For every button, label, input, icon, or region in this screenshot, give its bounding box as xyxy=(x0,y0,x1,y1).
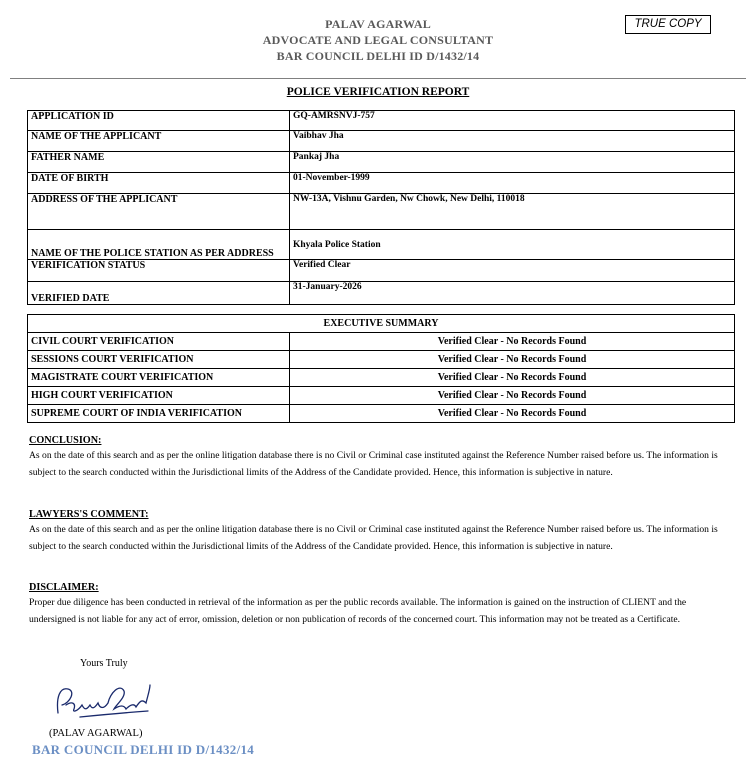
conclusion-heading: CONCLUSION: xyxy=(29,435,102,446)
court-label: SUPREME COURT OF INDIA VERIFICATION xyxy=(28,405,290,423)
detail-label: DATE OF BIRTH xyxy=(28,173,290,194)
table-row xyxy=(28,111,735,131)
disclaimer-heading: DISCLAIMER: xyxy=(29,582,99,593)
detail-label: VERIFIED DATE xyxy=(28,282,290,305)
closing-text: Yours Truly xyxy=(80,658,128,669)
court-status: Verified Clear - No Records Found xyxy=(290,405,735,423)
signatory-name: (PALAV AGARWAL) xyxy=(49,728,143,739)
detail-value: GQ-AMRSNVJ-757 xyxy=(290,111,735,131)
table-row xyxy=(28,387,735,405)
table-row xyxy=(28,230,735,260)
court-status: Verified Clear - No Records Found xyxy=(290,387,735,405)
summary-header-row xyxy=(28,315,735,333)
lawyers-comment-heading: LAWYERS'S COMMENT: xyxy=(29,509,149,520)
detail-label: NAME OF THE POLICE STATION AS PER ADDRESS xyxy=(28,230,290,260)
advocate-designation: ADVOCATE AND LEGAL CONSULTANT xyxy=(262,33,494,47)
applicant-details-table xyxy=(27,110,735,305)
conclusion-section xyxy=(29,434,725,481)
bar-council-id: BAR COUNCIL DELHI ID D/1432/14 xyxy=(276,49,480,63)
table-row xyxy=(28,405,735,423)
conclusion-text: As on the date of this search and as per the online litigation database there is no Civil or Criminal case instituted against the Reference Number raised before us. The information is subject to the search conducted within the Jurisdictional limits of the Address of the Candidate provided. Hence, this information is subjective in nature. xyxy=(29,450,718,478)
table-row xyxy=(28,351,735,369)
detail-value: Vaibhav Jha xyxy=(290,131,735,152)
detail-value: 01-November-1999 xyxy=(290,173,735,194)
table-row xyxy=(28,152,735,173)
table-row xyxy=(28,260,735,282)
detail-value: Verified Clear xyxy=(290,260,735,282)
court-label: MAGISTRATE COURT VERIFICATION xyxy=(28,369,290,387)
advocate-name: PALAV AGARWAL xyxy=(325,17,431,31)
table-row xyxy=(28,333,735,351)
signature-image xyxy=(50,675,160,725)
court-status: Verified Clear - No Records Found xyxy=(290,351,735,369)
table-row xyxy=(28,282,735,305)
court-label: HIGH COURT VERIFICATION xyxy=(28,387,290,405)
signatory-bar-council-id: BAR COUNCIL DELHI ID D/1432/14 xyxy=(32,742,255,757)
detail-label: NAME OF THE APPLICANT xyxy=(28,131,290,152)
detail-label: ADDRESS OF THE APPLICANT xyxy=(28,194,290,230)
detail-value: NW-13A, Vishnu Garden, Nw Chowk, New Delhi, 110018 xyxy=(290,194,735,230)
detail-label: VERIFICATION STATUS xyxy=(28,260,290,282)
detail-value: 31-January-2026 xyxy=(290,282,735,305)
lawyers-comment-text: As on the date of this search and as per the online litigation database there is no Civil or Criminal case instituted against the Reference Number raised before us. The information is subject to the search conducted within the Jurisdictional limits of the Address of the Candidate provided. Hence, this information is subjective in nature. xyxy=(29,524,718,552)
executive-summary-heading: EXECUTIVE SUMMARY xyxy=(28,315,735,333)
detail-label: FATHER NAME xyxy=(28,152,290,173)
true-copy-stamp: TRUE COPY xyxy=(625,15,711,34)
report-title: POLICE VERIFICATION REPORT xyxy=(286,86,470,98)
disclaimer-text: Proper due diligence has been conducted in retrieval of the information as per the public records available. The information is gained on the instruction of CLIENT and the undersigned is not liable for any act of error, omission, deletion or non publication of records of the concerned court. This information may not be treated as a Certificate. xyxy=(29,597,687,625)
lawyers-comment-section xyxy=(29,508,725,555)
detail-value: Khyala Police Station xyxy=(290,230,735,260)
detail-value: Pankaj Jha xyxy=(290,152,735,173)
table-row xyxy=(28,173,735,194)
detail-label: APPLICATION ID xyxy=(28,111,290,131)
court-status: Verified Clear - No Records Found xyxy=(290,369,735,387)
court-label: SESSIONS COURT VERIFICATION xyxy=(28,351,290,369)
disclaimer-section xyxy=(29,581,725,628)
court-label: CIVIL COURT VERIFICATION xyxy=(28,333,290,351)
table-row xyxy=(28,194,735,230)
table-row xyxy=(28,369,735,387)
executive-summary-table xyxy=(27,314,735,423)
header-divider xyxy=(10,78,746,79)
table-row xyxy=(28,131,735,152)
court-status: Verified Clear - No Records Found xyxy=(290,333,735,351)
